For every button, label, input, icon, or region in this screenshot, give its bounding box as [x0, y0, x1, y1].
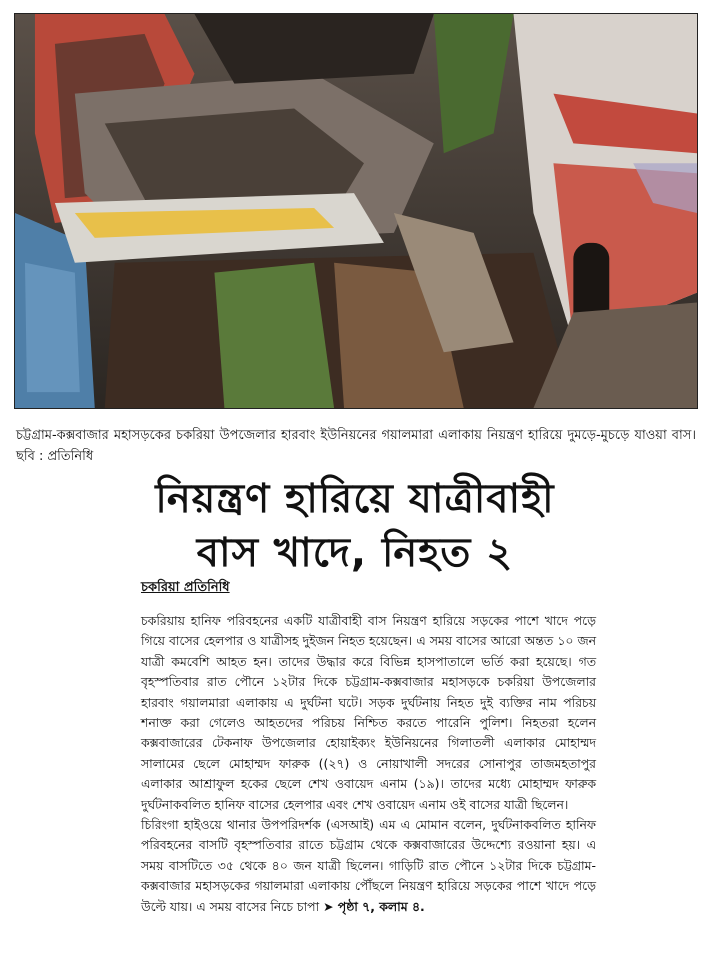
- photo-caption: চট্টগ্রাম-কক্সবাজার মহাসড়কের চকরিয়া উপজেলার হারবাং ইউনিয়নের গয়ালমারা এলাকায় নিয়ন্ত্রণ হারিয়ে দুমড়ে-মুচড়ে যাওয়া বাস। ছবি : প্রতিনিধি: [16, 428, 696, 464]
- article-paragraph-1: চকরিয়ায় হানিফ পরিবহনের একটি যাত্রীবাহী বাস নিয়ন্ত্রণ হারিয়ে সড়কের পাশে খাদে পড়ে গিয়ে বাসের হেলপার ও যাত্রীসহ দুইজন নিহত হয়েছেন। এ সময় বাসের আরো অন্তত ১০ জন যাত্রী কমবেশি আহত হন। তাদের উদ্ধার করে বিভিন্ন হাসপাতালে ভর্তি করা হয়েছে। গত বৃহস্পতিবার রাত পৌনে ১২টার দিকে চট্টগ্রাম-কক্সবাজার মহাসড়কে চকরিয়া উপজেলার হারবাং গয়ালমারা এলাকায় এ দুর্ঘটনা ঘটে। সড়ক দুর্ঘটনায় নিহত দুই ব্যক্তির নাম পরিচয় শনাক্ত করা গেলেও আহতদের পরিচয় নিশ্চিত করতে পারেনি পুলিশ। নিহতরা হলেন কক্সবাজারের টেকনাফ উপজেলার হোয়াইক্যং ইউনিয়নের গিলাতলী এলাকার মোহাম্মদ সালামের ছেলে মোহাম্মদ ফারুক ((২৭) ও নোয়াখালী সদরের সোনাপুর তাজমহতাপুর এলাকার আশ্রাফুল হকের ছেলে শেখ ওবায়েদ এনাম (১৯)। তাদের মধ্যে মোহাম্মদ ফারুক দুর্ঘটনাকবলিত হানিফ বাসের হেলপার এবং শেখ ওবায়েদ এনাম ওই বাসের যাত্রী ছিলেন।: [141, 613, 596, 812]
- article-paragraph-2-text: চিরিংগা হাইওয়ে থানার উপপরিদর্শক (এসআই) এম এ মোমান বলেন, দুর্ঘটনাকবলিত হানিফ পরিবহনের বাসটি বৃহস্পতিবার রাতে চট্টগ্রাম থেকে কক্সবাজারের উদ্দেশ্যে রওয়ানা হয়। এ সময় বাসটিতে ৩৫ থেকে ৪০ জন যাত্রী ছিলেন। গাড়িটি রাত পৌনে ১২টার দিকে চট্টগ্রাম-কক্সবাজার মহাসড়কের গয়ালমারা এলাকায় পৌঁছলে নিয়ন্ত্রণ হারিয়ে সড়কের পাশে খাদে পড়ে উল্টে যায়। এ সময় বাসের নিচে চাপা: [141, 817, 596, 914]
- article-body: [141, 611, 596, 917]
- headline-line-2: বাস খাদে, নিহত ২: [196, 530, 514, 576]
- news-photo: [14, 13, 698, 409]
- bus-crash-photo: [15, 14, 697, 408]
- headline: [40, 472, 670, 580]
- continued-jump-link[interactable]: ➤ পৃষ্ঠা ৭, কলাম ৪.: [323, 898, 425, 914]
- byline: চকরিয়া প্রতিনিধি: [141, 580, 230, 595]
- article-paragraph-2: [141, 815, 596, 917]
- headline-line-1: নিয়ন্ত্রণ হারিয়ে যাত্রীবাহী: [155, 476, 555, 522]
